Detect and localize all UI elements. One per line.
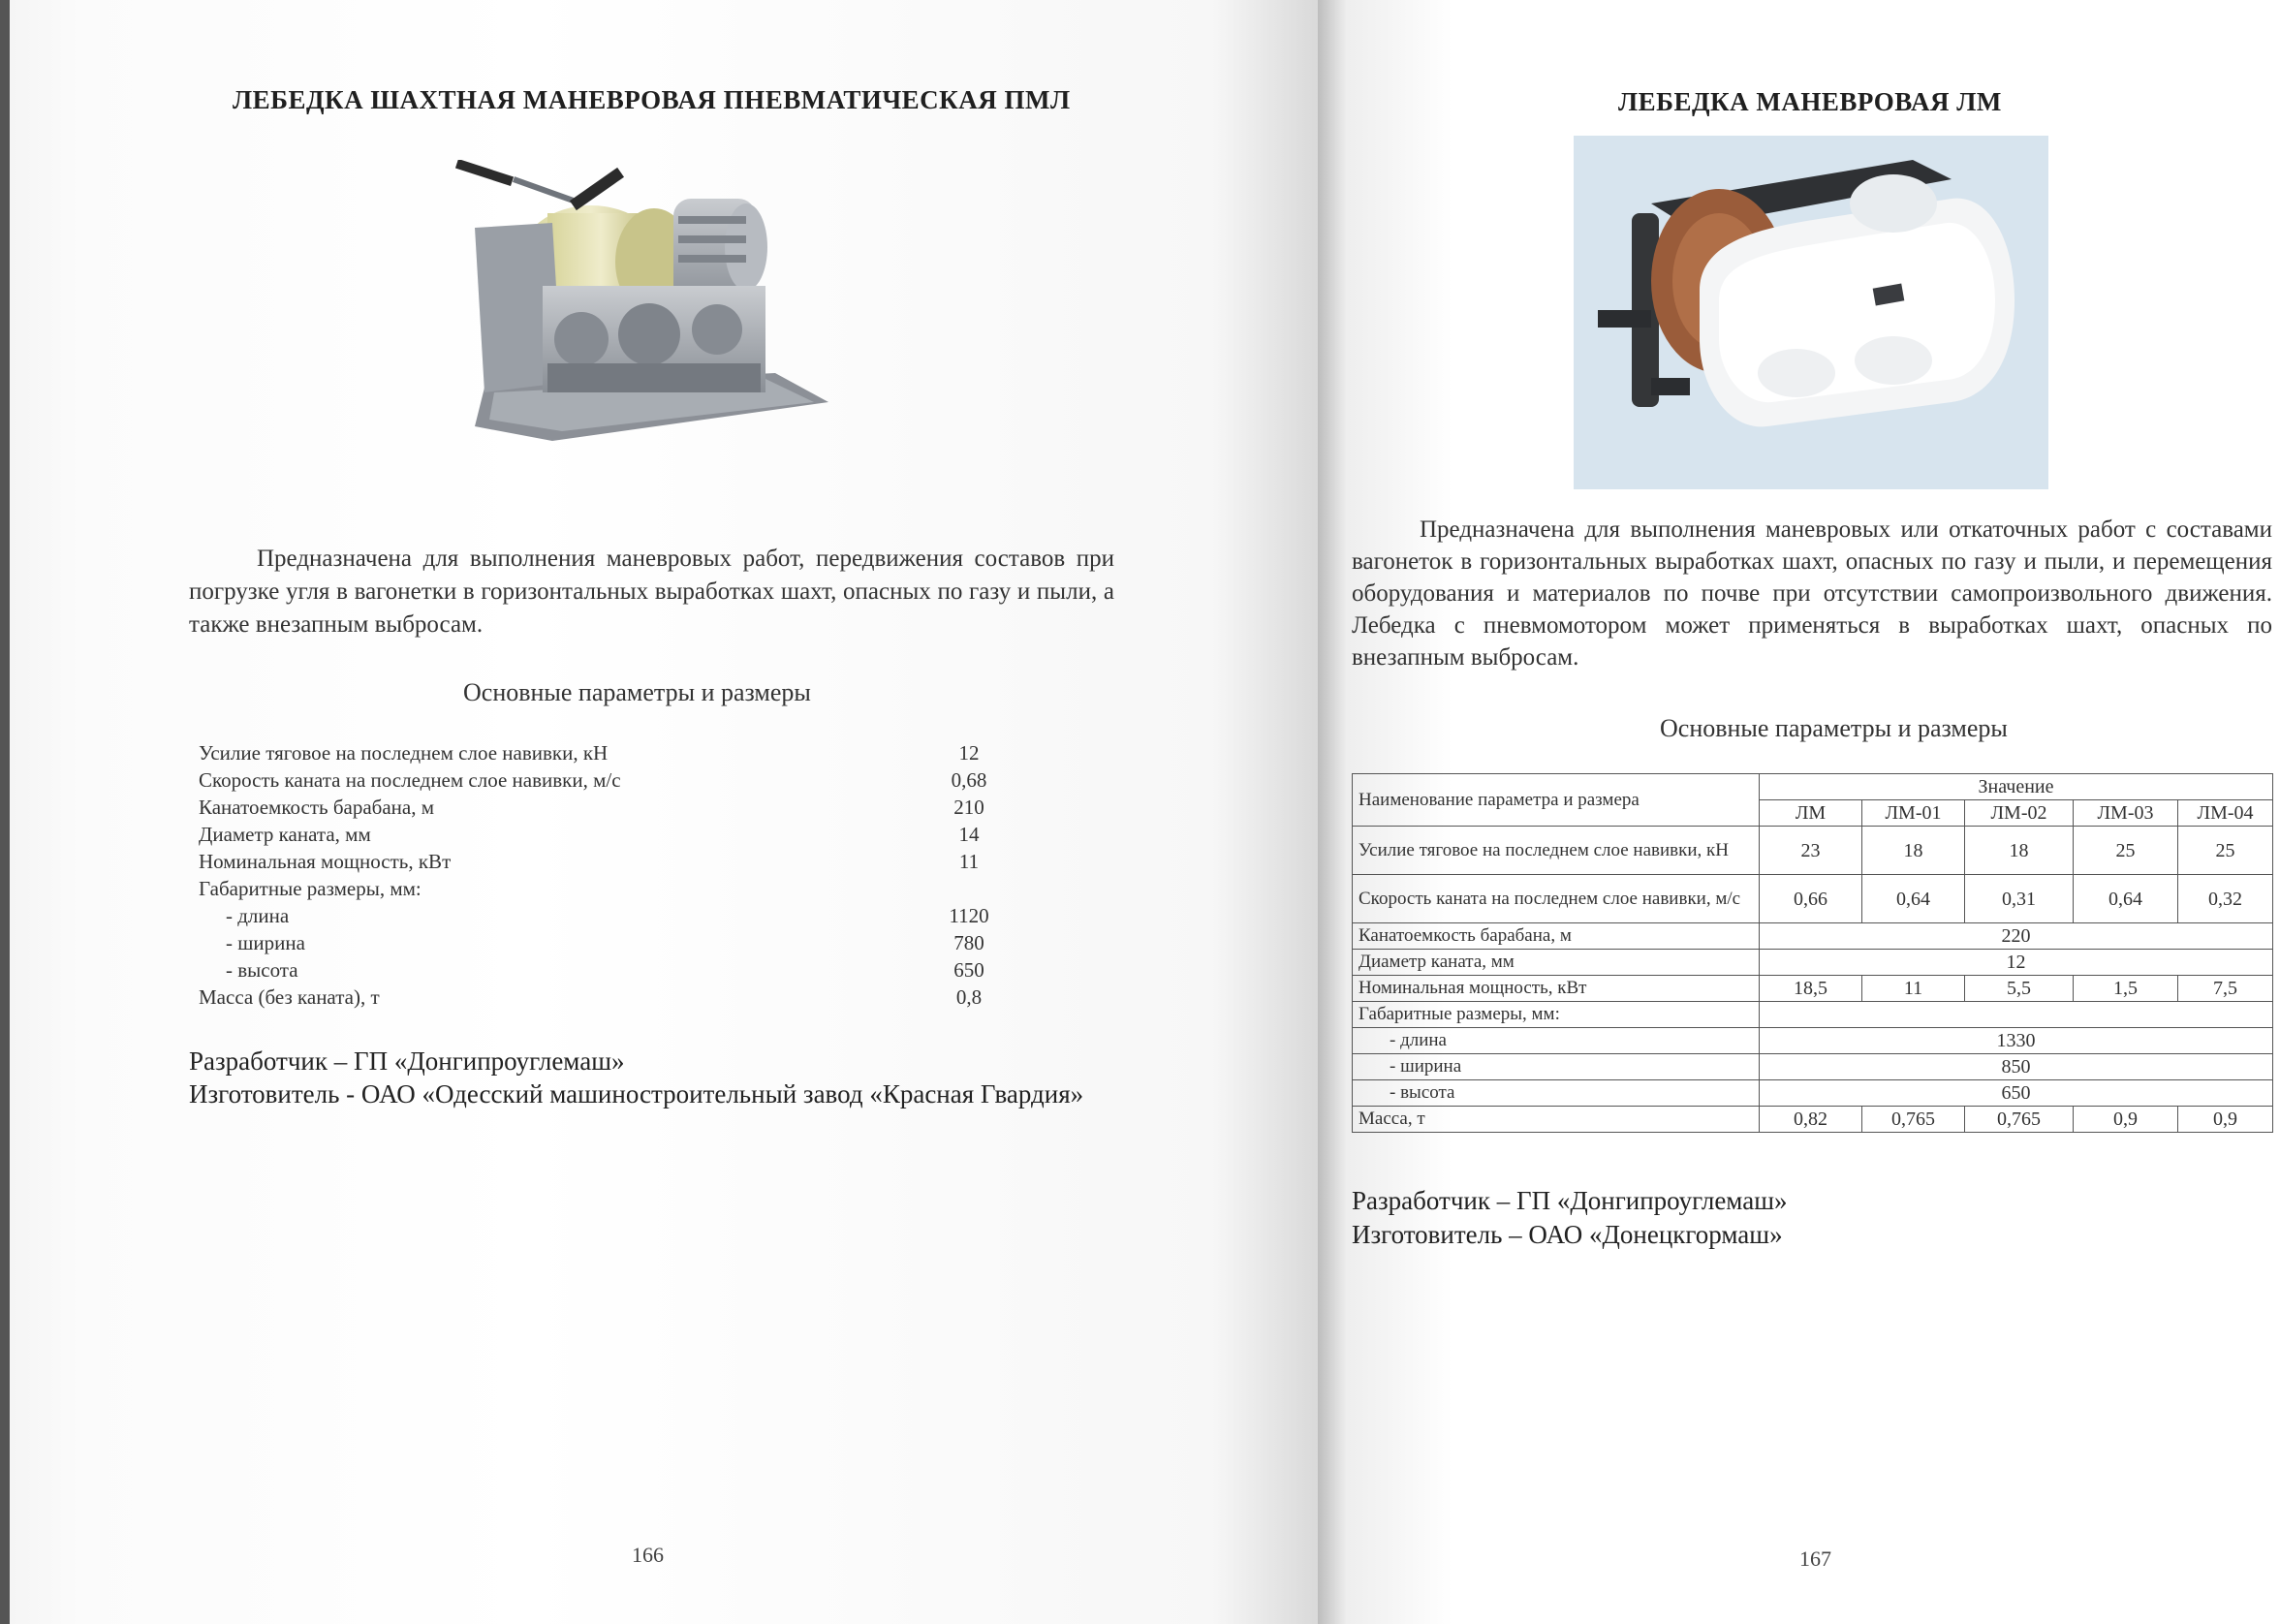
model-header: ЛМ-03 bbox=[2074, 800, 2178, 827]
page-title: ЛЕБЕДКА МАНЕВРОВАЯ ЛМ bbox=[1618, 87, 2002, 116]
table-row: - ширина 850 bbox=[1353, 1054, 2273, 1080]
params-table bbox=[1352, 773, 2273, 1133]
manufacturer-line: Изготовитель - ОАО «Одесский машиностроительный завод «Красная Гвардия» bbox=[189, 1079, 1084, 1109]
table-row: Габаритные размеры, мм: bbox=[1353, 1002, 2273, 1028]
manufacturer-line: Изготовитель – ОАО «Донецкгормаш» bbox=[1352, 1220, 1783, 1249]
table-row: Диаметр каната, мм 12 bbox=[1353, 950, 2273, 976]
param-row: - высота 650 bbox=[226, 958, 984, 982]
col-header-value: Значение bbox=[1760, 774, 2273, 800]
page-number: 166 bbox=[632, 1543, 664, 1567]
param-row: - длина 1120 bbox=[226, 904, 989, 927]
page-right bbox=[1318, 0, 2280, 1624]
table-row: Канатоемкость барабана, м 220 bbox=[1353, 923, 2273, 950]
table-row: Усилие тяговое на последнем слое навивки, кН 23 18 18 25 25 bbox=[1353, 827, 2273, 875]
param-row: Скорость каната на последнем слое навивки, м/с 0,68 bbox=[199, 768, 987, 792]
page-number: 167 bbox=[1799, 1546, 1831, 1571]
param-row: Канатоемкость барабана, м 210 bbox=[199, 796, 984, 819]
model-header: ЛМ-04 bbox=[2178, 800, 2273, 827]
table-header-row bbox=[1353, 774, 2273, 800]
params-list bbox=[199, 739, 1003, 1011]
table-row: - длина 1330 bbox=[1353, 1028, 2273, 1054]
param-row: - ширина 780 bbox=[226, 931, 984, 954]
table-row: - высота 650 bbox=[1353, 1080, 2273, 1107]
params-heading: Основные параметры и размеры bbox=[1660, 714, 2008, 742]
model-header: ЛМ-02 bbox=[1965, 800, 2074, 827]
param-row: Габаритные размеры, мм: bbox=[199, 877, 422, 900]
table-row: Масса, т 0,82 0,765 0,765 0,9 0,9 bbox=[1353, 1107, 2273, 1133]
table-row: Номинальная мощность, кВт 18,5 11 5,5 1,5 7,5 bbox=[1353, 976, 2273, 1002]
winch-lm-photo bbox=[1574, 136, 2048, 489]
winch-pml-photo bbox=[455, 160, 838, 455]
params-heading: Основные параметры и размеры bbox=[463, 678, 811, 706]
param-row: Диаметр каната, мм 14 bbox=[199, 823, 980, 846]
page-edge-shadow bbox=[0, 0, 10, 1624]
col-header-name: Наименование параметра и размера bbox=[1353, 774, 1760, 827]
model-header: ЛМ bbox=[1760, 800, 1862, 827]
page-title: ЛЕБЕДКА ШАХТНАЯ МАНЕВРОВАЯ ПНЕВМАТИЧЕСКАЯ ПМЛ bbox=[233, 85, 1071, 114]
developer-line: Разработчик – ГП «Донгипроуглемаш» bbox=[1352, 1186, 1788, 1215]
table-row: Скорость каната на последнем слое навивки, м/с 0,66 0,64 0,31 0,64 0,32 bbox=[1353, 875, 2273, 923]
param-row: Усилие тяговое на последнем слое навивки, кН 12 bbox=[199, 741, 980, 765]
product-description: Предназначена для выполнения маневровых или откаточных работ с составами вагонеток в горизонтальных выработках шахт, опасных по газу и пыли, и перемещения оборудования и материалов по почве при отсутствии самопроизвольного движения. Лебедка с пневмомотором может применяться в выработках шахт, опасных по внезапным выбросам. bbox=[1352, 516, 2272, 671]
param-row: Номинальная мощность, кВт 11 bbox=[199, 850, 980, 873]
param-row: Масса (без каната), т 0,8 bbox=[199, 985, 983, 1009]
developer-line: Разработчик – ГП «Донгипроуглемаш» bbox=[189, 1046, 625, 1076]
product-description: Предназначена для выполнения маневровых работ, передвижения составов при погрузке угля в вагонетки в горизонтальных выработках шахт, опасных по газу и пыли, а также внезапным выбросам. bbox=[189, 546, 1114, 638]
model-header: ЛМ-01 bbox=[1862, 800, 1965, 827]
